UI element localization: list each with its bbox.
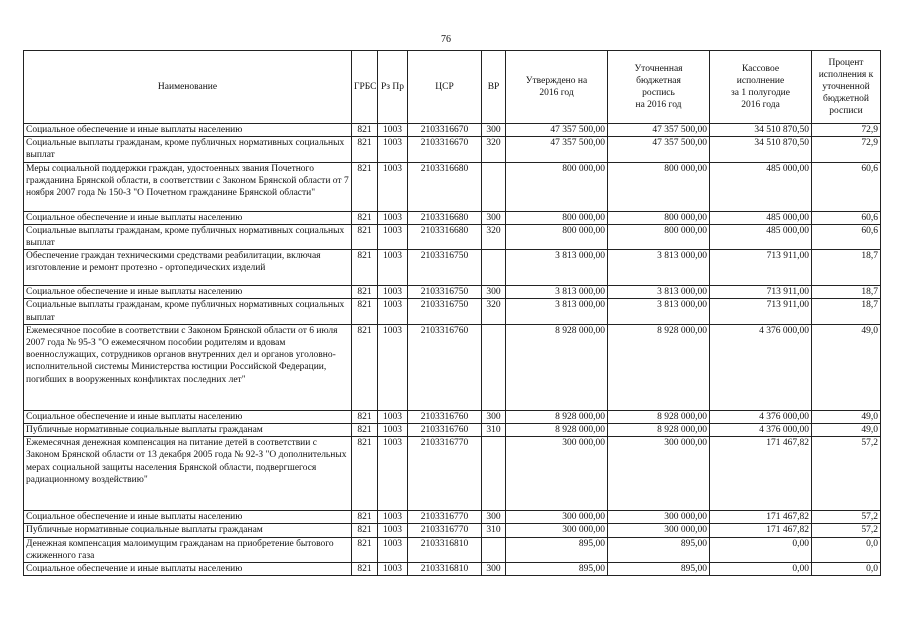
table-row [24, 410, 881, 423]
cell-rzpr: 1003 [378, 250, 408, 286]
cell-percent: 49,0 [812, 324, 881, 410]
cell-approved: 800 000,00 [506, 162, 608, 211]
cell-revised: 8 928 000,00 [608, 424, 710, 437]
cell-grbs: 821 [352, 424, 378, 437]
column-header-percent: Процент исполнения к уточненной бюджетной росписи [812, 51, 881, 124]
cell-executed: 34 510 870,50 [710, 124, 812, 137]
cell-rzpr: 1003 [378, 137, 408, 162]
table-row [24, 511, 881, 524]
cell-executed: 713 911,00 [710, 250, 812, 286]
cell-executed: 4 376 000,00 [710, 424, 812, 437]
cell-executed: 171 467,82 [710, 511, 812, 524]
cell-vr: 310 [482, 524, 506, 537]
cell-csr: 2103316770 [408, 511, 482, 524]
cell-name: Социальное обеспечение и иные выплаты населению [24, 563, 352, 576]
table-header-row [24, 51, 881, 124]
cell-approved: 895,00 [506, 563, 608, 576]
column-header-revised: Уточненная бюджетная роспись на 2016 год [608, 51, 710, 124]
cell-vr: 300 [482, 211, 506, 224]
cell-name: Публичные нормативные социальные выплаты гражданам [24, 424, 352, 437]
table-row [24, 324, 881, 410]
cell-percent: 57,2 [812, 524, 881, 537]
cell-revised: 800 000,00 [608, 211, 710, 224]
cell-percent: 49,0 [812, 410, 881, 423]
cell-rzpr: 1003 [378, 224, 408, 249]
cell-rzpr: 1003 [378, 162, 408, 211]
cell-vr [482, 250, 506, 286]
cell-name: Денежная компенсация малоимущим гражданам на приобретение бытового сжиженного газа [24, 537, 352, 562]
cell-revised: 800 000,00 [608, 162, 710, 211]
cell-approved: 300 000,00 [506, 524, 608, 537]
cell-executed: 485 000,00 [710, 211, 812, 224]
cell-approved: 800 000,00 [506, 224, 608, 249]
cell-revised: 8 928 000,00 [608, 410, 710, 423]
column-header-vr: ВР [482, 51, 506, 124]
cell-csr: 2103316680 [408, 224, 482, 249]
table-row [24, 224, 881, 249]
cell-grbs: 821 [352, 250, 378, 286]
cell-rzpr: 1003 [378, 286, 408, 299]
table-row [24, 250, 881, 286]
cell-executed: 0,00 [710, 537, 812, 562]
cell-vr: 320 [482, 137, 506, 162]
table-row [24, 286, 881, 299]
cell-percent: 60,6 [812, 224, 881, 249]
cell-vr: 300 [482, 286, 506, 299]
page-number: 76 [441, 34, 451, 45]
cell-percent: 18,7 [812, 286, 881, 299]
cell-percent: 0,0 [812, 537, 881, 562]
cell-name: Социальное обеспечение и иные выплаты населению [24, 286, 352, 299]
cell-grbs: 821 [352, 563, 378, 576]
cell-name: Социальное обеспечение и иные выплаты населению [24, 410, 352, 423]
cell-name: Социальные выплаты гражданам, кроме публичных нормативных социальных выплат [24, 137, 352, 162]
cell-executed: 171 467,82 [710, 437, 812, 511]
budget-execution-table [23, 50, 881, 576]
table-row [24, 563, 881, 576]
cell-rzpr: 1003 [378, 299, 408, 324]
cell-rzpr: 1003 [378, 511, 408, 524]
cell-grbs: 821 [352, 137, 378, 162]
cell-csr: 2103316750 [408, 299, 482, 324]
cell-csr: 2103316750 [408, 286, 482, 299]
cell-executed: 713 911,00 [710, 286, 812, 299]
cell-percent: 60,6 [812, 162, 881, 211]
cell-revised: 8 928 000,00 [608, 324, 710, 410]
cell-percent: 72,9 [812, 137, 881, 162]
cell-vr: 300 [482, 124, 506, 137]
cell-csr: 2103316770 [408, 524, 482, 537]
cell-vr [482, 537, 506, 562]
cell-name: Социальные выплаты гражданам, кроме публичных нормативных социальных выплат [24, 299, 352, 324]
cell-percent: 0,0 [812, 563, 881, 576]
table-row [24, 137, 881, 162]
cell-executed: 34 510 870,50 [710, 137, 812, 162]
cell-revised: 47 357 500,00 [608, 137, 710, 162]
table-row [24, 537, 881, 562]
cell-approved: 8 928 000,00 [506, 410, 608, 423]
cell-grbs: 821 [352, 162, 378, 211]
table-row [24, 437, 881, 511]
cell-name: Социальное обеспечение и иные выплаты населению [24, 511, 352, 524]
cell-name: Меры социальной поддержки граждан, удостоенных звания Почетного гражданина Брянской области, в соответствии с Законом Брянской области от 7 ноября 2007 года № 150-З "О Почетном гражданине Брянской области" [24, 162, 352, 211]
cell-approved: 300 000,00 [506, 511, 608, 524]
cell-vr: 300 [482, 410, 506, 423]
cell-rzpr: 1003 [378, 324, 408, 410]
cell-grbs: 821 [352, 224, 378, 249]
cell-csr: 2103316810 [408, 537, 482, 562]
cell-grbs: 821 [352, 286, 378, 299]
cell-grbs: 821 [352, 299, 378, 324]
cell-approved: 8 928 000,00 [506, 324, 608, 410]
cell-revised: 3 813 000,00 [608, 286, 710, 299]
column-header-grbs: ГРБС [352, 51, 378, 124]
cell-name: Ежемесячное пособие в соответствии с Законом Брянской области от 6 июля 2007 года № 95-З "О ежемесячном пособии родителям и вдовам военнослужащих, сотрудников органов внутренних дел и органов уголовно-исполнительной системы Министерства юстиции Российской Федерации, погибших в вооруженных конфликтах последних лет" [24, 324, 352, 410]
column-header-executed: Кассовое исполнение за 1 полугодие 2016 года [710, 51, 812, 124]
cell-vr: 300 [482, 511, 506, 524]
cell-rzpr: 1003 [378, 537, 408, 562]
cell-vr [482, 324, 506, 410]
cell-revised: 3 813 000,00 [608, 250, 710, 286]
cell-revised: 300 000,00 [608, 524, 710, 537]
cell-executed: 485 000,00 [710, 224, 812, 249]
column-header-rzpr: Рз Пр [378, 51, 408, 124]
cell-approved: 8 928 000,00 [506, 424, 608, 437]
cell-executed: 485 000,00 [710, 162, 812, 211]
cell-name: Социальное обеспечение и иные выплаты населению [24, 211, 352, 224]
cell-csr: 2103316670 [408, 137, 482, 162]
cell-rzpr: 1003 [378, 410, 408, 423]
cell-grbs: 821 [352, 211, 378, 224]
cell-grbs: 821 [352, 524, 378, 537]
cell-revised: 300 000,00 [608, 437, 710, 511]
cell-approved: 47 357 500,00 [506, 137, 608, 162]
cell-percent: 60,6 [812, 211, 881, 224]
cell-csr: 2103316760 [408, 324, 482, 410]
cell-revised: 47 357 500,00 [608, 124, 710, 137]
cell-csr: 2103316670 [408, 124, 482, 137]
cell-name: Социальное обеспечение и иные выплаты населению [24, 124, 352, 137]
cell-name: Ежемесячная денежная компенсация на питание детей в соответствии с Законом Брянской области от 13 декабря 2005 года № 92-З "О дополнительных мерах социальной защиты населения Брянской области, подвергшегося радиационному воздействию" [24, 437, 352, 511]
cell-approved: 3 813 000,00 [506, 299, 608, 324]
cell-vr [482, 162, 506, 211]
cell-grbs: 821 [352, 537, 378, 562]
cell-vr: 320 [482, 299, 506, 324]
cell-revised: 895,00 [608, 563, 710, 576]
cell-name: Обеспечение граждан техническими средствами реабилитации, включая изготовление и ремонт протезно - ортопедических изделий [24, 250, 352, 286]
cell-vr: 300 [482, 563, 506, 576]
cell-executed: 4 376 000,00 [710, 324, 812, 410]
cell-executed: 4 376 000,00 [710, 410, 812, 423]
cell-vr [482, 437, 506, 511]
cell-csr: 2103316760 [408, 424, 482, 437]
cell-csr: 2103316770 [408, 437, 482, 511]
table-row [24, 299, 881, 324]
cell-percent: 72,9 [812, 124, 881, 137]
cell-rzpr: 1003 [378, 211, 408, 224]
cell-revised: 800 000,00 [608, 224, 710, 249]
cell-csr: 2103316760 [408, 410, 482, 423]
cell-rzpr: 1003 [378, 563, 408, 576]
cell-percent: 18,7 [812, 299, 881, 324]
cell-name: Публичные нормативные социальные выплаты гражданам [24, 524, 352, 537]
cell-executed: 171 467,82 [710, 524, 812, 537]
column-header-approved: Утверждено на 2016 год [506, 51, 608, 124]
column-header-csr: ЦСР [408, 51, 482, 124]
cell-grbs: 821 [352, 324, 378, 410]
cell-approved: 300 000,00 [506, 437, 608, 511]
cell-revised: 895,00 [608, 537, 710, 562]
table-row [24, 524, 881, 537]
cell-rzpr: 1003 [378, 437, 408, 511]
cell-csr: 2103316680 [408, 162, 482, 211]
cell-approved: 3 813 000,00 [506, 286, 608, 299]
cell-executed: 713 911,00 [710, 299, 812, 324]
cell-approved: 47 357 500,00 [506, 124, 608, 137]
cell-revised: 300 000,00 [608, 511, 710, 524]
cell-grbs: 821 [352, 437, 378, 511]
cell-approved: 800 000,00 [506, 211, 608, 224]
cell-percent: 57,2 [812, 511, 881, 524]
cell-revised: 3 813 000,00 [608, 299, 710, 324]
cell-rzpr: 1003 [378, 524, 408, 537]
column-header-name: Наименование [24, 51, 352, 124]
cell-approved: 3 813 000,00 [506, 250, 608, 286]
cell-vr: 310 [482, 424, 506, 437]
cell-name: Социальные выплаты гражданам, кроме публичных нормативных социальных выплат [24, 224, 352, 249]
cell-grbs: 821 [352, 124, 378, 137]
cell-percent: 18,7 [812, 250, 881, 286]
table-row [24, 424, 881, 437]
cell-approved: 895,00 [506, 537, 608, 562]
table-row [24, 162, 881, 211]
cell-grbs: 821 [352, 410, 378, 423]
cell-executed: 0,00 [710, 563, 812, 576]
cell-csr: 2103316680 [408, 211, 482, 224]
table-row [24, 124, 881, 137]
cell-rzpr: 1003 [378, 424, 408, 437]
cell-csr: 2103316750 [408, 250, 482, 286]
cell-grbs: 821 [352, 511, 378, 524]
table-row [24, 211, 881, 224]
cell-percent: 49,0 [812, 424, 881, 437]
cell-rzpr: 1003 [378, 124, 408, 137]
cell-vr: 320 [482, 224, 506, 249]
cell-csr: 2103316810 [408, 563, 482, 576]
cell-percent: 57,2 [812, 437, 881, 511]
